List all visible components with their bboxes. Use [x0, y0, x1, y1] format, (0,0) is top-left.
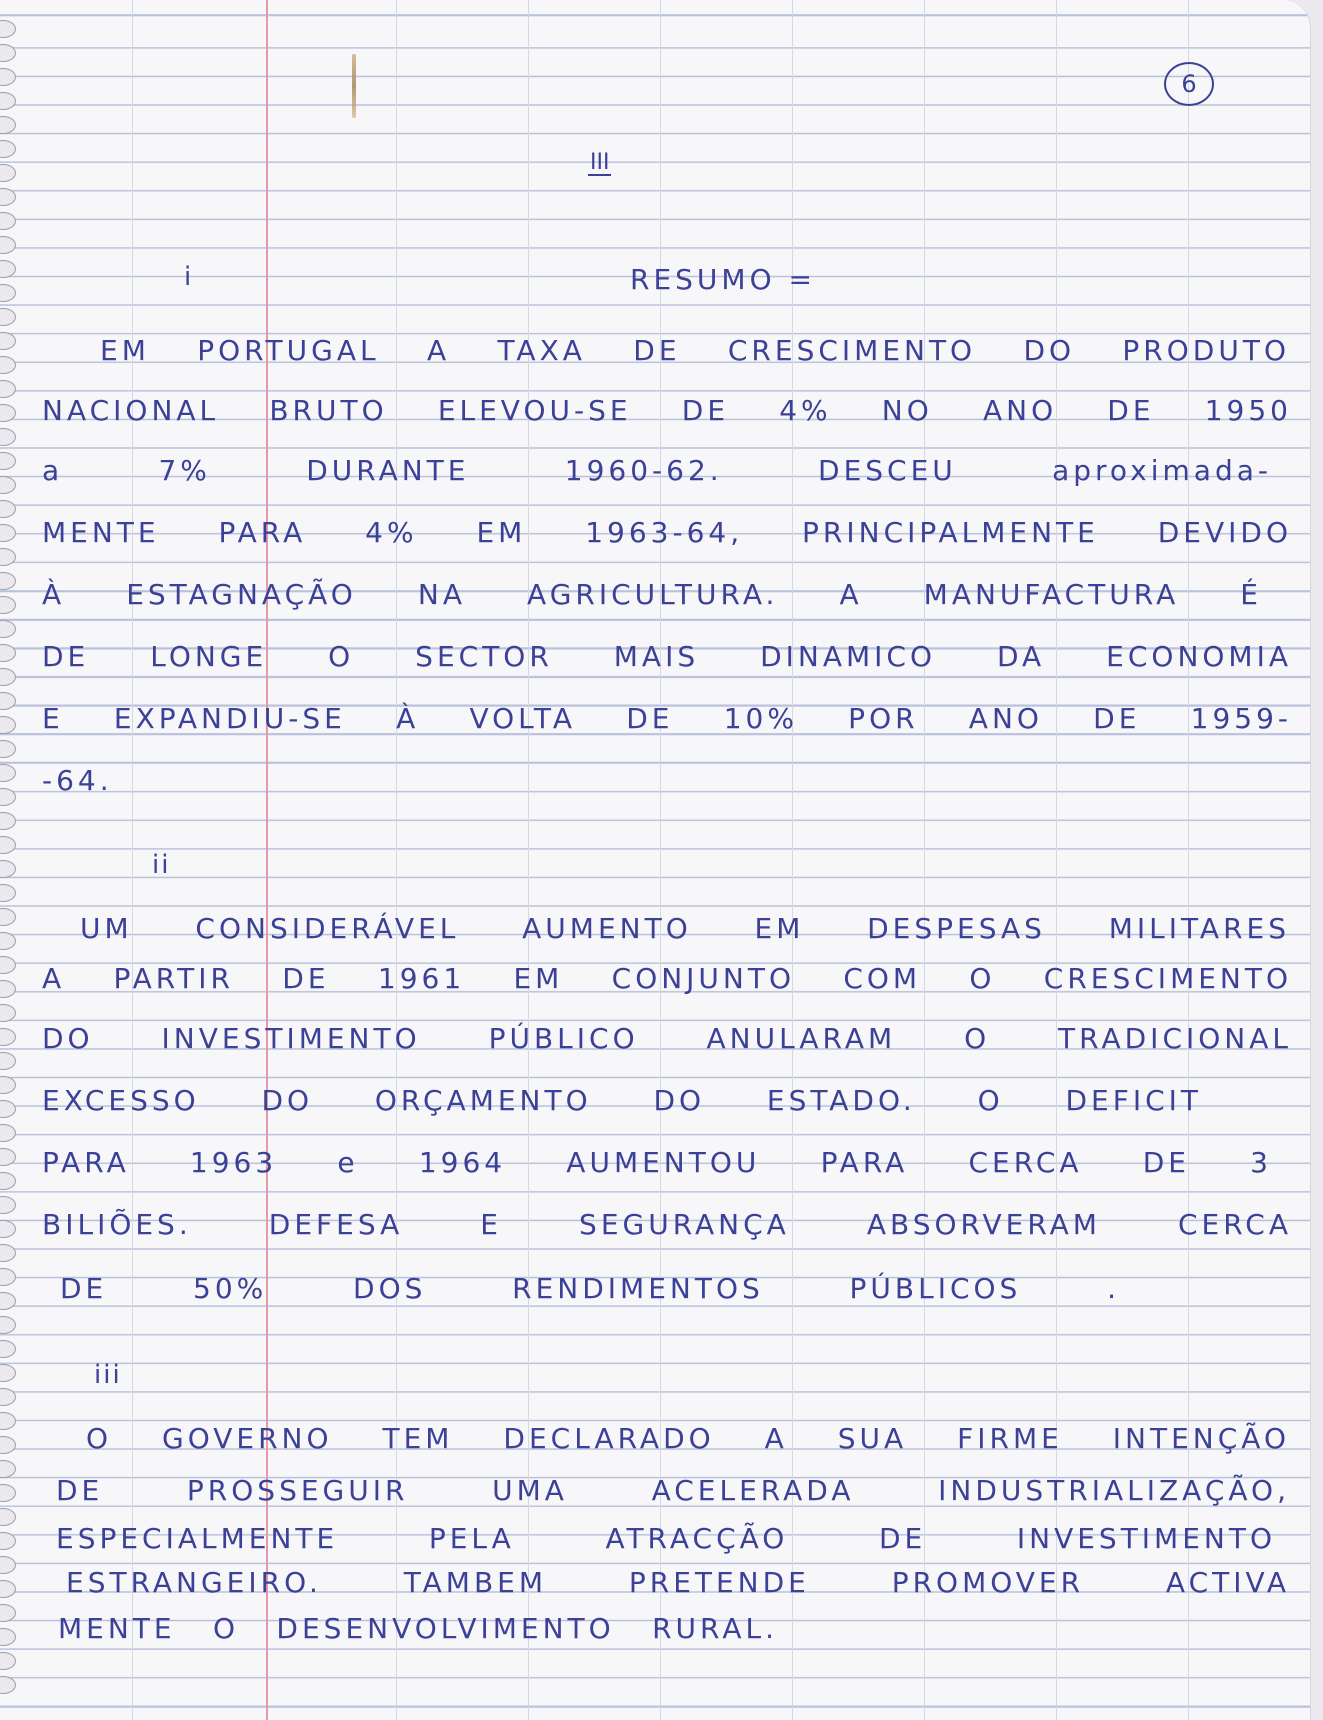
- binding-hole: [0, 1268, 16, 1286]
- binding-hole: [0, 44, 16, 62]
- binding-hole: [0, 1124, 16, 1142]
- binding-hole: [0, 1052, 16, 1070]
- binding-hole: [0, 236, 16, 254]
- binding-hole: [0, 1028, 16, 1046]
- binding-hole: [0, 932, 16, 950]
- text-line: BILIÕES. DEFESA E SEGURANÇA ABSORVERAM CERCA: [42, 1208, 1292, 1241]
- binding-hole: [0, 1556, 16, 1574]
- section-mark: III: [590, 150, 610, 175]
- binding-hole: [0, 764, 16, 782]
- text-line: À ESTAGNAÇÃO NA AGRICULTURA. A MANUFACTURA É: [42, 578, 1262, 611]
- binding-hole: [0, 308, 16, 326]
- binding-hole: [0, 1436, 16, 1454]
- page-title: RESUMO =: [630, 263, 816, 296]
- binding-hole: [0, 620, 16, 638]
- binding-hole: [0, 1172, 16, 1190]
- spiral-holes: [0, 20, 22, 1710]
- text-line: EM PORTUGAL A TAXA DE CRESCIMENTO DO PRODUTO: [100, 334, 1290, 367]
- binding-hole: [0, 644, 16, 662]
- binding-hole: [0, 20, 16, 38]
- binding-hole: [0, 356, 16, 374]
- binding-hole: [0, 1676, 16, 1694]
- binding-hole: [0, 788, 16, 806]
- binding-hole: [0, 476, 16, 494]
- text-line: DE 50% DOS RENDIMENTOS PÚBLICOS .: [60, 1272, 1120, 1305]
- binding-hole: [0, 956, 16, 974]
- binding-hole: [0, 1604, 16, 1622]
- binding-hole: [0, 1364, 16, 1382]
- binding-hole: [0, 500, 16, 518]
- section-marker-i: i: [184, 262, 194, 292]
- text-line: NACIONAL BRUTO ELEVOU-SE DE 4% NO ANO DE 1950: [42, 394, 1292, 427]
- binding-hole: [0, 716, 16, 734]
- binding-hole: [0, 1508, 16, 1526]
- text-line: ESPECIALMENTE PELA ATRACÇÃO DE INVESTIMENTO: [56, 1522, 1276, 1555]
- binding-hole: [0, 572, 16, 590]
- section-marker-ii: ii: [152, 850, 171, 880]
- binding-hole: [0, 1100, 16, 1118]
- binding-hole: [0, 1484, 16, 1502]
- binding-hole: [0, 92, 16, 110]
- binding-hole: [0, 740, 16, 758]
- binding-hole: [0, 404, 16, 422]
- binding-hole: [0, 524, 16, 542]
- binding-hole: [0, 1220, 16, 1238]
- binding-hole: [0, 1340, 16, 1358]
- binding-hole: [0, 1316, 16, 1334]
- text-line: UM CONSIDERÁVEL AUMENTO EM DESPESAS MILITARES: [80, 912, 1290, 945]
- text-line: DE PROSSEGUIR UMA ACELERADA INDUSTRIALIZAÇÃO,: [56, 1474, 1290, 1507]
- binding-hole: [0, 1628, 16, 1646]
- binding-hole: [0, 1196, 16, 1214]
- binding-hole: [0, 1148, 16, 1166]
- binding-hole: [0, 980, 16, 998]
- binding-hole: [0, 1244, 16, 1262]
- binding-hole: [0, 860, 16, 878]
- text-line: A PARTIR DE 1961 EM CONJUNTO COM O CRESCIMENTO: [42, 962, 1292, 995]
- binding-hole: [0, 1076, 16, 1094]
- binding-hole: [0, 1388, 16, 1406]
- binding-hole: [0, 452, 16, 470]
- binding-hole: [0, 548, 16, 566]
- binding-hole: [0, 116, 16, 134]
- binding-hole: [0, 1460, 16, 1478]
- text-line: EXCESSO DO ORÇAMENTO DO ESTADO. O DEFICIT: [42, 1084, 1202, 1117]
- binding-hole: [0, 188, 16, 206]
- binding-hole: [0, 1412, 16, 1430]
- binding-hole: [0, 884, 16, 902]
- text-line: E EXPANDIU-SE À VOLTA DE 10% POR ANO DE 1959-: [42, 702, 1292, 735]
- page-number: 6: [1164, 62, 1214, 106]
- text-line: -64.: [42, 764, 113, 797]
- binding-hole: [0, 812, 16, 830]
- margin-line: [266, 0, 268, 1720]
- ink-smudge: [352, 54, 356, 118]
- binding-hole: [0, 1652, 16, 1670]
- binding-hole: [0, 212, 16, 230]
- binding-hole: [0, 1292, 16, 1310]
- binding-hole: [0, 692, 16, 710]
- text-line: DE LONGE O SECTOR MAIS DINAMICO DA ECONOMIA: [42, 640, 1292, 673]
- binding-hole: [0, 164, 16, 182]
- binding-hole: [0, 380, 16, 398]
- binding-hole: [0, 1580, 16, 1598]
- binding-hole: [0, 668, 16, 686]
- binding-hole: [0, 908, 16, 926]
- binding-hole: [0, 596, 16, 614]
- text-line: DO INVESTIMENTO PÚBLICO ANULARAM O TRADICIONAL: [42, 1022, 1292, 1055]
- binding-hole: [0, 284, 16, 302]
- binding-hole: [0, 836, 16, 854]
- binding-hole: [0, 140, 16, 158]
- text-line: ESTRANGEIRO. TAMBEM PRETENDE PROMOVER ACTIVA: [66, 1566, 1290, 1599]
- text-line: PARA 1963 e 1964 AUMENTOU PARA CERCA DE 3: [42, 1146, 1272, 1179]
- binding-hole: [0, 332, 16, 350]
- binding-hole: [0, 428, 16, 446]
- text-line: O GOVERNO TEM DECLARADO A SUA FIRME INTENÇÃO: [86, 1422, 1290, 1455]
- text-line: MENTE PARA 4% EM 1963-64, PRINCIPALMENTE DEVIDO: [42, 516, 1292, 549]
- text-line: MENTE O DESENVOLVIMENTO RURAL.: [58, 1612, 778, 1645]
- text-line: a 7% DURANTE 1960-62. DESCEU aproximada-: [42, 454, 1272, 487]
- binding-hole: [0, 260, 16, 278]
- section-marker-iii: iii: [94, 1360, 122, 1390]
- binding-hole: [0, 1532, 16, 1550]
- binding-hole: [0, 68, 16, 86]
- binding-hole: [0, 1004, 16, 1022]
